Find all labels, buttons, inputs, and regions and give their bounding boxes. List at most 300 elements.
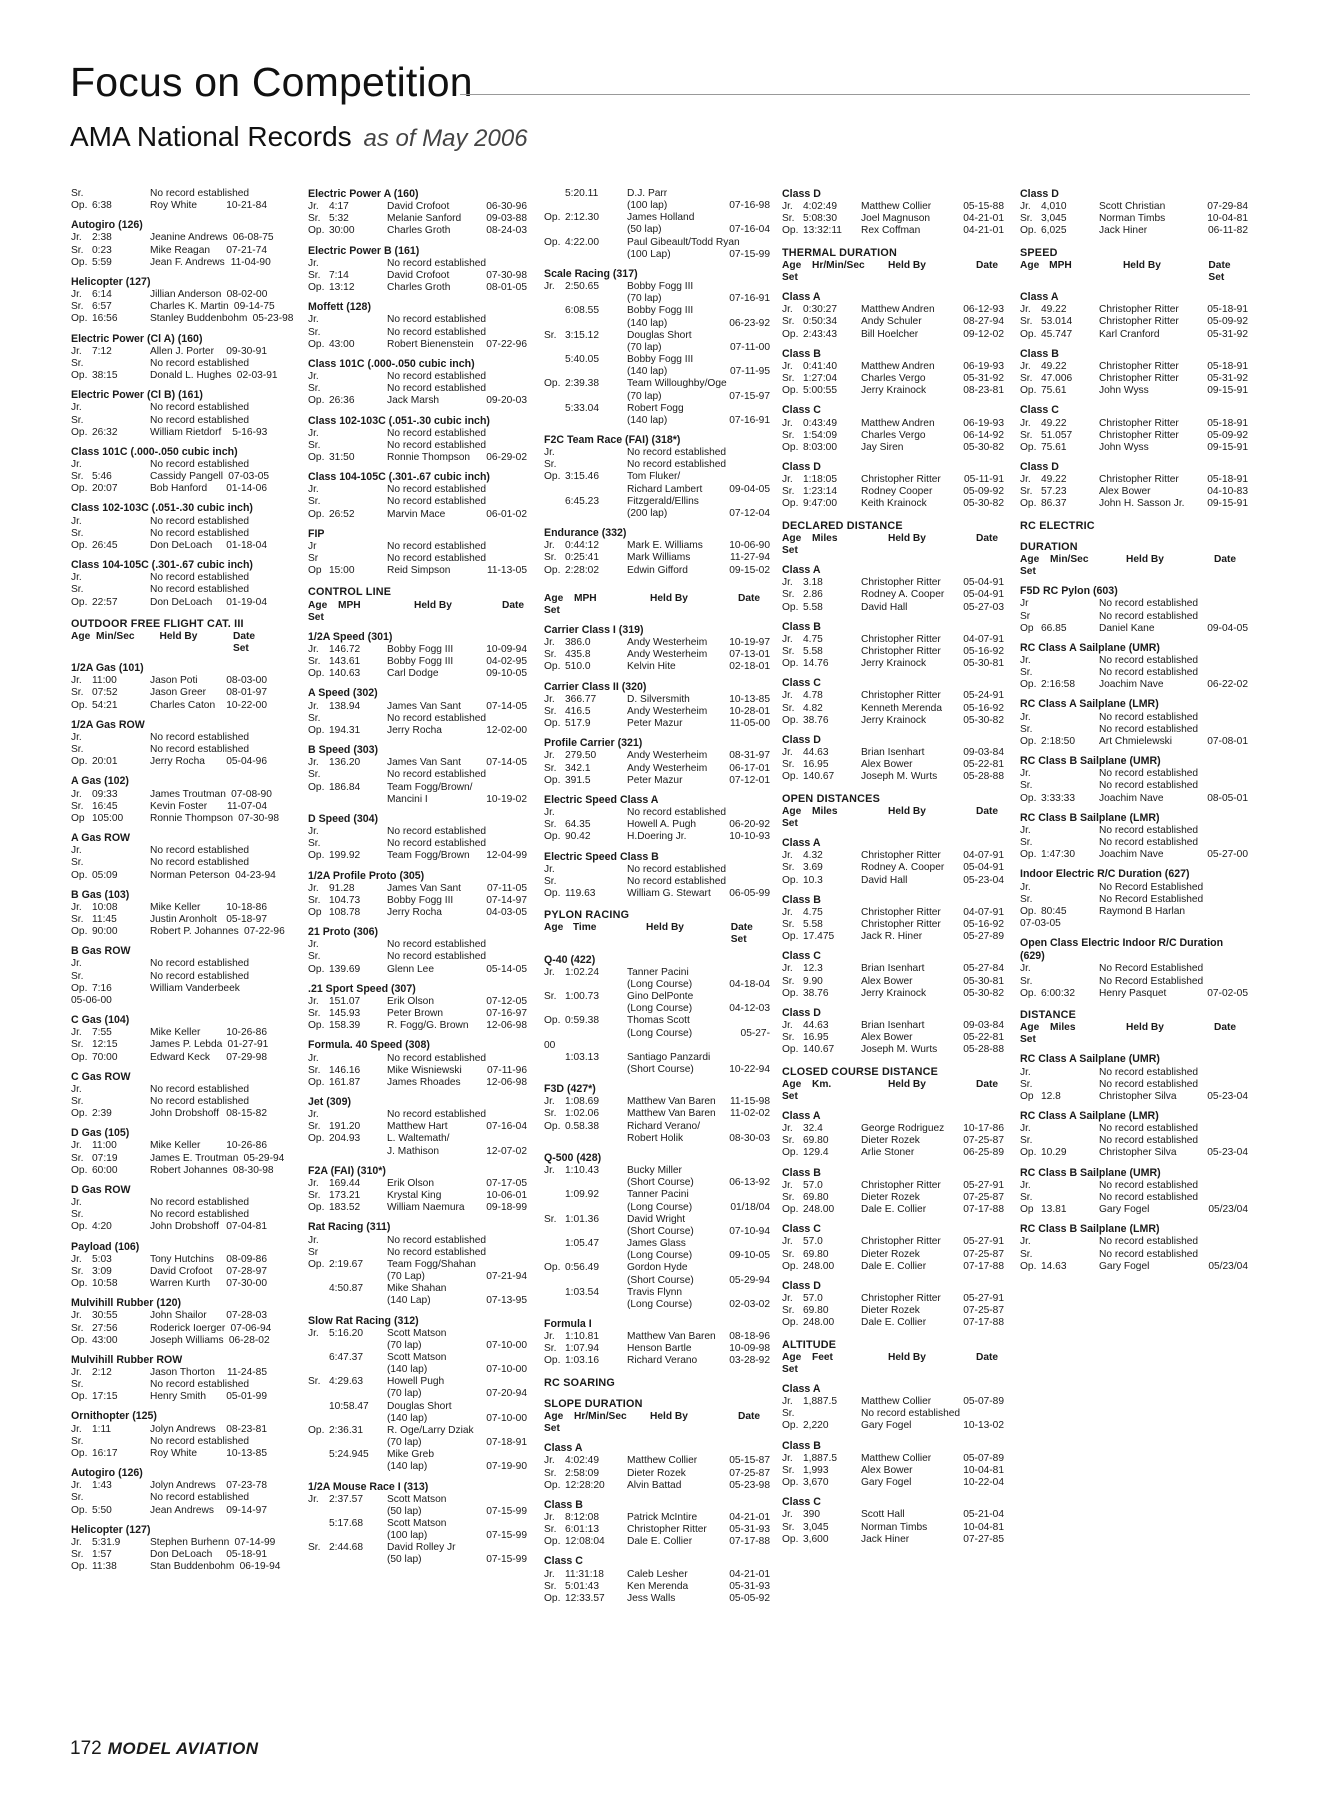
age-group xyxy=(544,1202,565,1214)
event-heading: Class A xyxy=(782,837,821,850)
age-group xyxy=(544,293,565,305)
record-date xyxy=(486,314,532,326)
record-holder: No Record Established xyxy=(1099,893,1204,905)
record-holder: Ken Merenda xyxy=(627,1580,689,1592)
age-group: Op. xyxy=(544,1120,561,1132)
age-group: Jr. xyxy=(544,540,555,552)
record-value xyxy=(329,1109,387,1121)
age-group: Op. xyxy=(71,426,88,438)
column-header: Miles xyxy=(812,805,838,817)
record-row xyxy=(782,1147,1004,1159)
age-group: Jr. xyxy=(308,427,319,439)
event-heading: Class C xyxy=(782,677,821,690)
event-heading: Class 102-103C (.051-.30 cubic inch) xyxy=(71,502,253,515)
continuation-line: 05-06-00 xyxy=(71,994,112,1006)
record-holder: Jerry Krainock xyxy=(861,987,927,999)
event-heading: Open Class Electric Indoor R/C Duration xyxy=(1020,937,1224,950)
record-row xyxy=(308,1178,527,1190)
record-date: 05-22-81 xyxy=(963,759,1004,771)
column-header-row xyxy=(782,806,1004,818)
record-value: 0:56.49 xyxy=(565,1262,599,1274)
record-value: 16:56 xyxy=(92,313,118,325)
record-date: 07-14-05 xyxy=(486,757,527,769)
record-holder: Warren Kurth xyxy=(150,1278,211,1290)
record-row xyxy=(71,926,285,938)
column-header: Held By xyxy=(888,1078,926,1090)
age-group: Jr. xyxy=(544,1568,555,1580)
record-date: 05-30-81 xyxy=(963,975,1004,987)
record-date: 05-27-91 xyxy=(963,1293,1004,1305)
age-group: Sr. xyxy=(71,1152,84,1164)
record-date xyxy=(1202,1123,1248,1135)
record-date xyxy=(486,258,532,270)
record-date: 10-19-97 xyxy=(729,637,770,649)
record-value: 14.63 xyxy=(1041,1260,1067,1272)
age-group xyxy=(544,1250,565,1262)
record-value xyxy=(565,484,627,496)
record-holder: Bill Hoelcher xyxy=(861,328,919,340)
age-group xyxy=(544,484,565,496)
record-holder: Bobby Fogg III xyxy=(387,894,454,906)
record-value: 54:21 xyxy=(92,699,118,711)
record-row xyxy=(782,201,1004,213)
continuation-line: Set xyxy=(544,1423,560,1435)
record-row xyxy=(71,958,267,970)
record-date xyxy=(481,1449,527,1461)
record-holder: James Glass xyxy=(627,1238,686,1250)
record-holder: (Short Course) xyxy=(627,1177,694,1189)
record-date xyxy=(249,358,295,370)
record-date: 06-28-02 xyxy=(228,1334,270,1346)
record-value: 10.29 xyxy=(1041,1147,1067,1159)
event-heading: 1/2A Mouse Race I (313) xyxy=(308,1480,429,1493)
event-heading: Class D xyxy=(782,1006,821,1019)
record-date: 07-15-99 xyxy=(486,1530,527,1542)
record-row xyxy=(1020,316,1248,328)
record-row xyxy=(782,225,1004,237)
age-group: Op. xyxy=(71,1447,88,1459)
column-header: Miles xyxy=(812,532,838,544)
category-heading: RC SOARING xyxy=(544,1376,615,1389)
record-row xyxy=(544,281,770,293)
record-date xyxy=(486,1247,532,1259)
record-holder: No record established xyxy=(387,540,487,552)
record-date: 05-23-04 xyxy=(1207,1090,1248,1102)
age-group: Sr. xyxy=(1020,1135,1033,1147)
record-holder: No record established xyxy=(387,951,487,963)
event-heading: RC Class B Sailplane (LMR) xyxy=(1020,811,1160,824)
age-group: Op. xyxy=(308,963,325,975)
age-group: Jr. xyxy=(308,1052,319,1064)
record-holder: Team Fogg/Brown xyxy=(387,850,470,862)
record-row xyxy=(544,1003,770,1015)
record-value: 44.63 xyxy=(803,747,829,759)
record-holder: No record established xyxy=(150,1096,250,1107)
record-value xyxy=(92,459,150,471)
record-date: 07-21-74 xyxy=(226,244,267,256)
record-row xyxy=(308,883,527,895)
record-holder: No record established xyxy=(150,584,250,596)
column-header: Date xyxy=(976,805,999,817)
age-group xyxy=(544,1238,565,1250)
record-value xyxy=(329,1530,387,1542)
record-date: 05-31-92 xyxy=(963,373,1004,385)
record-value xyxy=(565,807,627,819)
category-heading: SLOPE DURATION xyxy=(544,1397,643,1410)
record-holder: Richard Verano xyxy=(627,1355,698,1367)
record-date xyxy=(726,864,772,876)
record-value: 5:16.20 xyxy=(329,1327,363,1339)
record-holder: (70 lap) xyxy=(627,341,662,353)
record-holder: Mike Reagan xyxy=(150,244,211,256)
age-group: Sr. xyxy=(71,857,84,869)
record-value: 1:01.36 xyxy=(565,1213,599,1225)
age-group: Op. xyxy=(308,508,325,520)
record-date: 10-22-94 xyxy=(729,1064,770,1075)
record-date: 09-14-97 xyxy=(226,1504,267,1516)
record-value xyxy=(1041,655,1099,667)
event-heading: Electric Speed Class B xyxy=(544,850,659,863)
record-date xyxy=(249,1084,295,1096)
record-holder: Jean F. Andrews xyxy=(150,256,225,268)
record-row xyxy=(782,1477,1004,1489)
record-row xyxy=(308,213,527,225)
record-date: 09-10-05 xyxy=(486,668,527,680)
record-row xyxy=(544,1287,770,1299)
record-date: 08-01-05 xyxy=(486,282,527,294)
record-date: 12-07-02 xyxy=(486,1145,527,1157)
record-value: 2:38 xyxy=(92,232,112,244)
event-heading: Helicopter (127) xyxy=(71,275,151,288)
record-value xyxy=(329,484,387,496)
age-group: Jr. xyxy=(782,304,793,316)
record-row xyxy=(71,540,267,552)
column-header-row xyxy=(544,593,770,605)
record-row xyxy=(782,213,1004,225)
record-date: 10-17-86 xyxy=(963,1123,1004,1135)
age-group: Jr. xyxy=(782,1293,793,1305)
record-row xyxy=(544,819,770,831)
record-value xyxy=(92,1197,150,1209)
age-group: Op. xyxy=(782,225,799,237)
record-holder: Howell A. Pugh xyxy=(627,819,697,831)
age-group xyxy=(544,200,565,212)
record-holder: Roderick Ioerger xyxy=(150,1322,226,1334)
record-row xyxy=(1020,1123,1248,1135)
record-date: 07-11-05 xyxy=(486,882,527,894)
record-row xyxy=(544,471,770,483)
record-holder: Travis Flynn xyxy=(627,1286,683,1298)
record-date: 05-27-00 xyxy=(1207,849,1248,861)
record-holder: No record established xyxy=(150,402,250,414)
record-holder: (100 lap) xyxy=(387,1530,428,1542)
record-row xyxy=(308,1109,527,1121)
category-heading: OPEN DISTANCES xyxy=(782,792,880,805)
record-value xyxy=(92,971,150,983)
record-row xyxy=(1020,486,1248,498)
age-group xyxy=(308,1340,329,1352)
record-holder: Mark Williams xyxy=(627,552,691,564)
age-group: Sr. xyxy=(308,838,321,850)
continuation-line: Set xyxy=(308,611,324,623)
age-group: Op. xyxy=(544,831,561,843)
record-value: 6:57 xyxy=(92,301,112,313)
record-date: 08-23-81 xyxy=(963,385,1004,397)
record-value xyxy=(329,826,387,838)
record-value: 129.4 xyxy=(803,1147,829,1159)
records-column-2 xyxy=(308,188,527,1567)
record-row xyxy=(308,1352,527,1364)
record-value: 70:00 xyxy=(92,1051,118,1063)
record-row xyxy=(71,516,267,528)
record-holder: No record established xyxy=(1099,711,1199,723)
record-row xyxy=(782,771,1004,783)
record-holder: Jason Greer xyxy=(150,687,207,699)
record-value xyxy=(1041,667,1099,679)
record-holder: Stephen Burhenn xyxy=(150,1536,230,1548)
record-row xyxy=(782,442,1004,454)
record-value: 3.18 xyxy=(803,577,823,589)
record-holder: (Long Course) xyxy=(627,978,693,990)
record-holder: Christopher Ritter xyxy=(861,906,941,918)
record-date: 10-22-00 xyxy=(226,699,267,711)
age-group xyxy=(544,508,565,520)
record-holder: Christopher Ritter xyxy=(861,474,941,486)
record-holder: Brian Isenhart xyxy=(861,1020,925,1032)
record-date: 06-19-93 xyxy=(963,360,1004,372)
age-group: Op. xyxy=(544,1355,561,1367)
record-row xyxy=(544,1238,770,1250)
record-value: 1:03.13 xyxy=(565,1051,599,1063)
record-holder: No record established xyxy=(1099,667,1199,679)
record-row xyxy=(544,305,770,317)
record-row xyxy=(544,508,770,520)
record-holder: Kevin Foster xyxy=(150,800,208,812)
event-heading: F3D (427*) xyxy=(544,1083,596,1096)
record-row xyxy=(782,759,1004,771)
record-date: 07-17-88 xyxy=(963,1317,1004,1329)
age-group: Sr. xyxy=(71,687,84,699)
record-value: 104.73 xyxy=(329,894,361,906)
record-value xyxy=(329,1388,387,1400)
column-header-row xyxy=(782,260,1004,272)
age-group: Sr. xyxy=(544,329,557,341)
record-holder: No record established xyxy=(150,515,250,527)
record-row xyxy=(308,951,527,963)
column-header: Hr/Min/Sec xyxy=(574,1410,627,1422)
record-holder: Howell Pugh xyxy=(387,1376,445,1388)
record-row xyxy=(1020,1135,1248,1147)
age-group: Sr. xyxy=(544,1580,557,1592)
record-row xyxy=(1020,667,1248,679)
column-header: Min/Sec xyxy=(1050,553,1089,565)
record-holder: Robert Bienenstein xyxy=(387,338,474,350)
record-holder: Erik Olson xyxy=(387,1177,434,1189)
event-heading: RC Class B Sailplane (LMR) xyxy=(1020,1223,1160,1236)
record-value: 1,887.5 xyxy=(803,1396,837,1408)
record-holder: No record established xyxy=(387,1109,487,1121)
record-date xyxy=(724,496,770,508)
record-date xyxy=(486,484,532,496)
record-row xyxy=(1020,849,1248,861)
record-holder: Stanley Buddenbohm xyxy=(150,313,248,325)
record-holder: Roy White xyxy=(150,200,197,212)
record-holder: Erik Olson xyxy=(387,995,434,1007)
record-date xyxy=(724,305,770,317)
record-value: 146.72 xyxy=(329,644,361,655)
age-group: Jr. xyxy=(71,458,82,470)
age-group: Op. xyxy=(544,1015,561,1027)
age-group: Sr. xyxy=(71,471,84,483)
age-group: Sr. xyxy=(782,589,795,601)
column-header: Km. xyxy=(812,1078,832,1090)
record-row xyxy=(544,188,770,200)
record-date: 07-08-90 xyxy=(231,788,272,800)
record-row xyxy=(71,857,267,869)
record-holder: No record established xyxy=(1099,1191,1199,1203)
category-heading: RC ELECTRIC xyxy=(1020,519,1095,532)
event-heading: Class A xyxy=(782,291,821,304)
age-group: Op. xyxy=(782,714,799,726)
record-row xyxy=(782,1123,1004,1135)
record-row xyxy=(1020,988,1248,1000)
age-group: Op. xyxy=(782,658,799,670)
record-date: 05-15-87 xyxy=(729,1455,770,1467)
record-row xyxy=(782,1044,1004,1056)
record-date: 07-18-91 xyxy=(486,1437,527,1449)
record-date xyxy=(249,572,295,584)
record-row xyxy=(308,1053,527,1065)
record-value xyxy=(565,1202,627,1214)
record-holder: Donald L. Hughes xyxy=(150,370,232,382)
event-heading: Electric Power B (161) xyxy=(308,244,420,257)
record-row xyxy=(308,1401,527,1413)
record-row xyxy=(308,1554,527,1566)
age-group: Op. xyxy=(782,1317,799,1329)
record-date: 06-12-93 xyxy=(963,304,1004,316)
record-holder: No record established xyxy=(387,371,487,383)
record-value: 69.80 xyxy=(803,1135,829,1147)
event-heading: Class D xyxy=(1020,188,1059,200)
record-row xyxy=(1020,655,1248,667)
record-holder: Jillian Anderson xyxy=(150,289,222,301)
record-holder: Gino DelPonte xyxy=(627,991,694,1003)
record-holder: Christopher Ritter xyxy=(1099,474,1179,486)
event-heading: Class B xyxy=(782,893,821,906)
record-value: 0:59.38 xyxy=(565,1015,599,1027)
record-date xyxy=(249,415,295,427)
record-holder: Andy Schuler xyxy=(861,316,922,328)
record-holder: William Rietdorf xyxy=(150,426,222,438)
column-header-row xyxy=(308,600,527,612)
record-holder: Scott Matson xyxy=(387,1351,447,1363)
age-group: Jr. xyxy=(544,1455,555,1467)
record-row xyxy=(1020,418,1248,430)
age-group: Sr. xyxy=(544,875,557,887)
record-row xyxy=(308,794,527,806)
record-value xyxy=(329,1413,387,1425)
record-holder: No record established xyxy=(387,383,487,395)
record-value: 12:08:04 xyxy=(565,1536,605,1548)
age-group: Op. xyxy=(782,498,799,510)
record-value: 10:58 xyxy=(92,1278,118,1290)
record-value xyxy=(565,224,627,236)
age-group: Sr. xyxy=(544,1467,557,1479)
record-holder: No record established xyxy=(627,875,727,887)
age-group: Sr. xyxy=(1020,723,1033,735)
record-date: 05-18-91 xyxy=(1207,360,1248,372)
record-row xyxy=(308,996,527,1008)
record-row xyxy=(782,1420,1004,1432)
record-row xyxy=(544,212,770,224)
record-holder: Jason Poti xyxy=(150,675,198,687)
record-row xyxy=(71,801,267,813)
record-holder: John Wyss xyxy=(1099,385,1149,397)
record-date: 01/18/04 xyxy=(730,1201,770,1213)
record-holder: William Naemura xyxy=(387,1202,465,1214)
record-value: 248.00 xyxy=(803,1317,835,1329)
category-heading: DISTANCE xyxy=(1020,1008,1076,1021)
record-value xyxy=(1041,712,1099,724)
record-holder: Peter Mazur xyxy=(627,774,683,786)
record-value xyxy=(329,1364,387,1376)
record-value: 17:15 xyxy=(92,1391,118,1403)
record-holder: Matthew Andren xyxy=(861,360,935,372)
age-group: Op. xyxy=(308,724,325,736)
record-value xyxy=(565,447,627,459)
record-holder: Christopher Ritter xyxy=(861,918,941,930)
record-holder: William G. Stewart xyxy=(627,887,711,899)
record-holder: Alvin Battad xyxy=(627,1479,682,1491)
column-header: Age xyxy=(782,805,802,817)
age-group: Sr. xyxy=(308,1121,321,1133)
record-value: 517.9 xyxy=(565,718,591,730)
age-group xyxy=(308,1283,329,1295)
event-heading: Class C xyxy=(782,1496,821,1509)
record-date: 09-04-05 xyxy=(729,483,770,495)
age-group: Jr. xyxy=(308,484,319,496)
record-holder: Henry Pasquet xyxy=(1099,987,1167,999)
age-group: Jr. xyxy=(308,757,319,769)
record-row xyxy=(782,418,1004,430)
record-value: 2:12.30 xyxy=(565,212,599,224)
record-date: 04-07-91 xyxy=(963,633,1004,645)
age-group: Op. xyxy=(782,1147,799,1159)
age-group: Op. xyxy=(71,756,88,768)
record-date xyxy=(249,1209,295,1221)
record-holder: Dieter Rozek xyxy=(861,1191,920,1203)
record-row xyxy=(544,1536,770,1548)
age-group: Op. xyxy=(308,1424,325,1436)
record-holder: No record established xyxy=(861,1408,961,1420)
record-row xyxy=(1020,1261,1248,1273)
record-row xyxy=(308,1008,527,1020)
record-date: 10-18-86 xyxy=(226,901,267,913)
record-value xyxy=(329,258,387,270)
record-holder: Joseph M. Wurts xyxy=(861,771,938,783)
record-value: 05:09 xyxy=(92,869,118,881)
age-group: Jr. xyxy=(544,447,555,459)
record-date: 05-09-92 xyxy=(1207,316,1248,328)
record-holder: (Short Course) xyxy=(627,1225,694,1237)
record-value: 3,670 xyxy=(803,1477,829,1489)
record-value: 11:45 xyxy=(92,913,117,925)
record-row xyxy=(71,914,267,926)
event-heading: RC Class B Sailplane (UMR) xyxy=(1020,1166,1161,1179)
record-holder: No record established xyxy=(387,427,487,439)
record-row xyxy=(544,552,770,564)
age-group xyxy=(544,1177,565,1189)
